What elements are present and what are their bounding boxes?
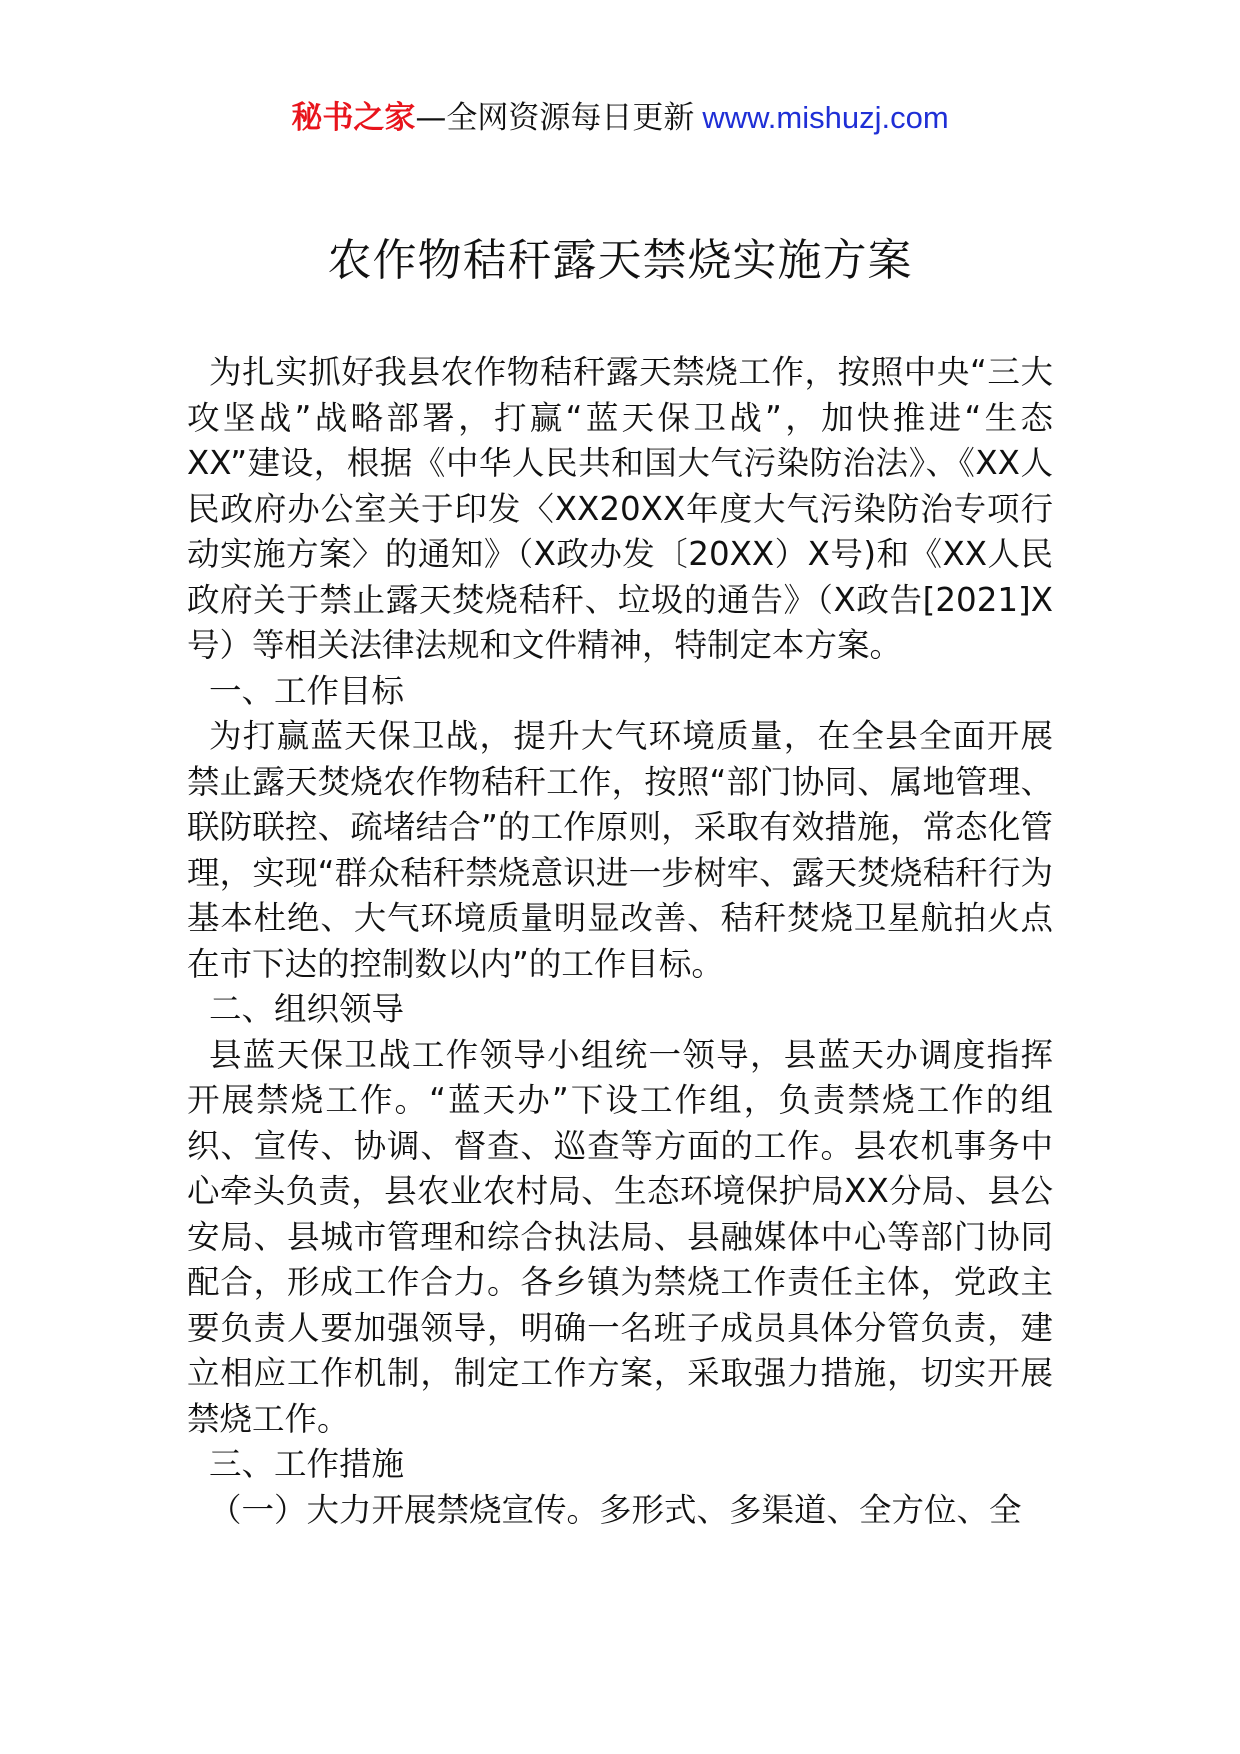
section-heading-goals: 一、工作目标 [209, 671, 405, 710]
document-body [187, 350, 1053, 1533]
site-header [0, 98, 1240, 138]
site-url[interactable]: www.mishuzj.com [702, 100, 949, 135]
section-heading-organization: 二、组织领导 [209, 990, 405, 1028]
brand-name: 秘书之家 [291, 100, 416, 136]
goals-paragraph: 为打赢蓝天保卫战，提升大气环境质量，在全县全面开展禁止露天焚烧农作物秸秆工作，按照“部门协同、属地管理、联防联控、疏堵结合”的工作原则，采取有效措施，常态化管理，实现“群众秸秆禁烧意识进一步树牢、露天焚烧秸秆行为基本杜绝、大气环境质量明显改善、秸秆焚烧卫星航拍火点在市下达的控制数以内”的工作目标。 [187, 717, 1053, 983]
section-heading-measures: 三、工作措施 [209, 1445, 405, 1483]
intro-paragraph: 为扎实抓好我县农作物秸秆露天禁烧工作，按照中央“三大攻坚战”战略部署，打赢“蓝天保卫战”，加快推进“生态XX”建设，根据《中华人民共和国大气污染防治法》、《XX人民政府办公室关于印发〈XX20XX年度大气污染防治专项行动实施方案〉的通知》（X政办发〔20XX）X号)和《XX人民政府关于禁止露天焚烧秸秆、垃圾的通告》（X政告[2021]X号）等相关法律法规和文件精神，特制定本方案。 [187, 353, 1053, 664]
organization-paragraph: 县蓝天保卫战工作领导小组统一领导，县蓝天办调度指挥开展禁烧工作。“蓝天办”下设工作组，负责禁烧工作的组织、宣传、协调、督查、巡查等方面的工作。县农机事务中心牵头负责，县农业农村局、生态环境保护局XX分局、县公安局、县城市管理和综合执法局、县融媒体中心等部门协同配合，形成工作合力。各乡镇为禁烧工作责任主体，党政主要负责人要加强领导，明确一名班子成员具体分管负责，建立相应工作机制，制定工作方案，采取强力措施，切实开展禁烧工作。 [187, 1035, 1053, 1438]
document-title: 农作物秸秆露天禁烧实施方案 [327, 235, 913, 286]
header-slogan: —全网资源每日更新 [415, 100, 695, 136]
measures-paragraph: （一）大力开展禁烧宣传。多形式、多渠道、全方位、全 [209, 1490, 1022, 1529]
